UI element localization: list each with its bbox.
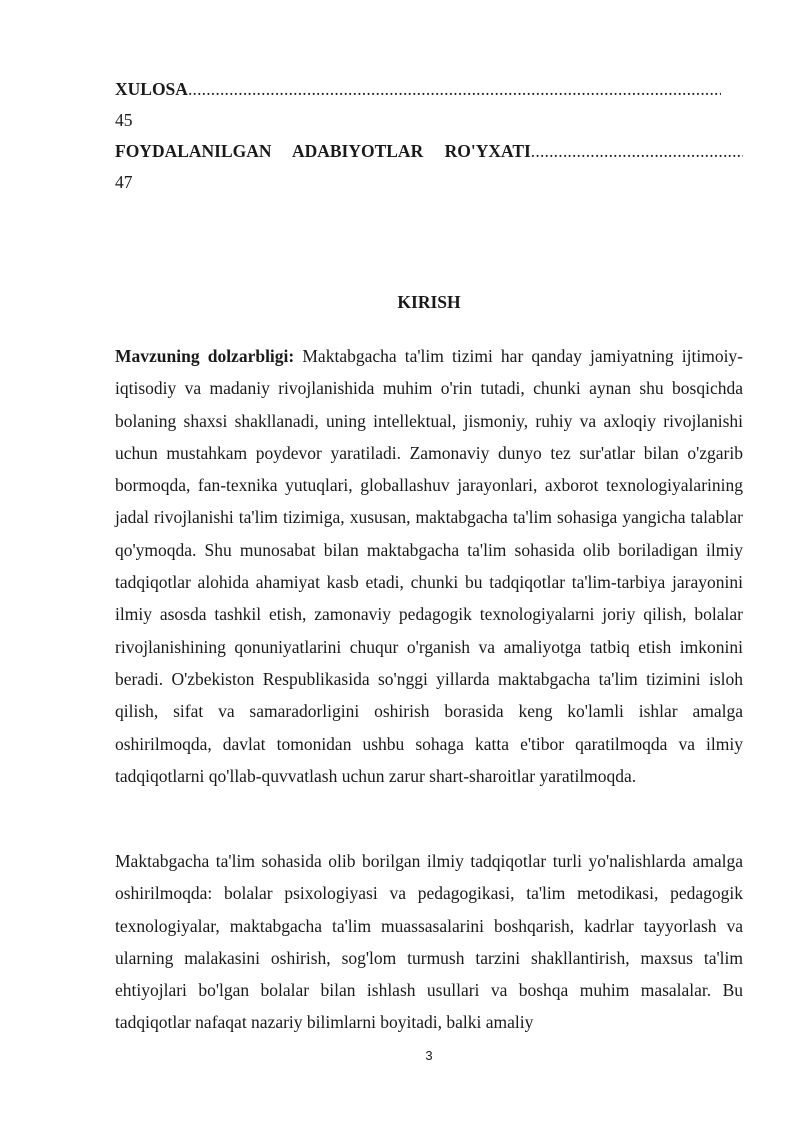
toc-dot-leader <box>531 136 743 167</box>
toc-entry-page-number: 47 <box>115 172 133 192</box>
paragraph-text: Maktabgacha ta'lim tizimi har qanday jamiyatning ijtimoiy-iqtisodiy va madaniy rivojlanishida muhim o'rin tutadi, chunki aynan shu bosqichda bolaning shaxsi shakllanadi, uning intellektual, jismoniy, ruhiy va axloqiy rivojlanishi uchun mustahkam poydevor yaratiladi. Zamonaviy dunyo tez sur'atlar bilan o'zgarib bormoqda, fan-texnika yutuqlari, globallashuv jarayonlari, axborot texnologiyalarining jadal rivojlanishi ta'lim tizimiga, xususan, maktabgacha ta'lim sohasiga yangicha talablar qo'ymoqda. Shu munosabat bilan maktabgacha ta'lim sohasida olib boriladigan ilmiy tadqiqotlar alohida ahamiyat kasb etadi, chunki bu tadqiqotlar ta'lim-tarbiya jarayonini ilmiy asosda tashkil etish, zamonaviy pedagogik texnologiyalarni joriy qilish, bolalar rivojlanishining qonuniyatlarini chuqur o'rganish va amaliyotga tatbiq etish imkonini beradi. O'zbekiston Respublikasida so'nggi yillarda maktabgacha ta'lim tizimini isloh qilish, sifat va samaradorligini oshirish borasida keng ko'lamli ishlar amalga oshirilmoqda, davlat tomonidan ushbu sohaga katta e'tibor qaratilmoqda va ilmiy tadqiqotlarni qo'llab-quvvatlash uchun zarur shart-sharoitlar yaratilmoqda. <box>115 346 744 786</box>
toc-entry-title: XULOSA <box>115 79 188 99</box>
toc-entry-page-number: 45 <box>115 110 133 130</box>
section-heading: KIRISH <box>397 292 461 312</box>
toc-entry-adabiyotlar <box>115 136 743 167</box>
paragraph-lead-in: Mavzuning dolzarbligi: <box>115 346 295 366</box>
toc-entry-title: FOYDALANILGAN ADABIYOTLAR RO'YXATI <box>115 141 531 161</box>
table-of-contents <box>115 74 743 198</box>
body-paragraph <box>115 845 743 1039</box>
paragraph-text: Maktabgacha ta'lim sohasida olib borilgan ilmiy tadqiqotlar turli yo'nalishlarda amalga oshirilmoqda: bolalar psixologiyasi va pedagogikasi, ta'lim metodikasi, pedagogik texnologiyalar, maktabgacha ta'lim muassasalarini boshqarish, kadrlar tayyorlash va ularning malakasini oshirish, sog'lom turmush tarzini shakllantirish, maxsus ta'lim ehtiyojlari bo'lgan bolalar bilan ishlash usullari va boshqa muhim masalalar. Bu tadqiqotlar nafaqat nazariy bilimlarni boyitadi, balki amaliy <box>115 851 743 1033</box>
body-paragraph <box>115 340 743 792</box>
toc-entry-xulosa <box>115 74 721 105</box>
toc-dot-leader <box>188 74 721 105</box>
page-number: 3 <box>425 1048 433 1063</box>
